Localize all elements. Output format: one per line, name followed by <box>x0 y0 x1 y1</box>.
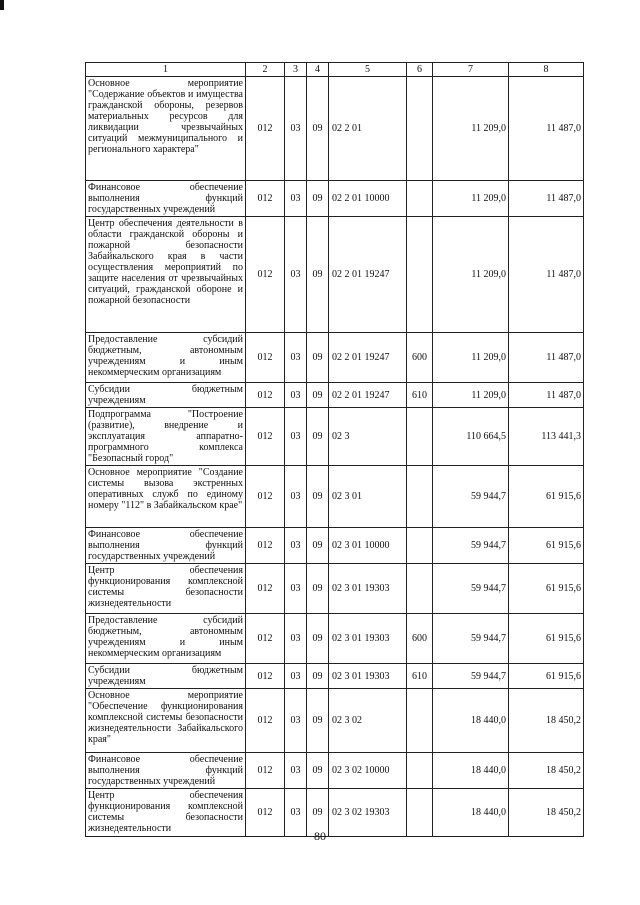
subsection-cell: 09 <box>307 466 329 528</box>
row-name-cell: Финансовое обеспечение выполнения функций государственных учреждений <box>86 753 246 789</box>
table-row <box>86 217 584 333</box>
subsection-cell: 09 <box>307 181 329 217</box>
section-cell: 03 <box>285 77 307 181</box>
target-article-cell: 02 3 01 19303 <box>329 664 407 689</box>
expense-type-cell: 600 <box>407 614 433 664</box>
expense-type-cell <box>407 77 433 181</box>
subsection-cell: 09 <box>307 564 329 614</box>
admin-code-cell: 012 <box>246 333 285 383</box>
section-cell: 03 <box>285 466 307 528</box>
amount-year1-cell: 18 440,0 <box>433 789 509 837</box>
target-article-cell: 02 2 01 <box>329 77 407 181</box>
admin-code-cell: 012 <box>246 77 285 181</box>
amount-year2-cell: 113 441,3 <box>509 408 584 466</box>
amount-year1-cell: 59 944,7 <box>433 664 509 689</box>
amount-year2-cell: 11 487,0 <box>509 333 584 383</box>
amount-year2-cell: 61 915,6 <box>509 614 584 664</box>
row-name-cell: Финансовое обеспечение выполнения функций государственных учреждений <box>86 528 246 564</box>
admin-code-cell: 012 <box>246 181 285 217</box>
expense-type-cell <box>407 408 433 466</box>
expense-type-cell <box>407 181 433 217</box>
table-row <box>86 383 584 408</box>
subsection-cell: 09 <box>307 333 329 383</box>
table-row <box>86 333 584 383</box>
amount-year1-cell: 59 944,7 <box>433 564 509 614</box>
header-row <box>86 63 584 77</box>
header-cell: 1 <box>86 63 246 77</box>
target-article-cell: 02 3 02 <box>329 689 407 753</box>
amount-year2-cell: 61 915,6 <box>509 466 584 528</box>
subsection-cell: 09 <box>307 408 329 466</box>
target-article-cell: 02 3 <box>329 408 407 466</box>
amount-year2-cell: 18 450,2 <box>509 753 584 789</box>
amount-year2-cell: 61 915,6 <box>509 564 584 614</box>
amount-year1-cell: 59 944,7 <box>433 528 509 564</box>
expense-type-cell <box>407 753 433 789</box>
admin-code-cell: 012 <box>246 408 285 466</box>
row-name-cell: Подпрограмма "Построение (развитие), внедрение и эксплуатация аппаратно-программного комплекса "Безопасный город" <box>86 408 246 466</box>
subsection-cell: 09 <box>307 77 329 181</box>
table-row <box>86 408 584 466</box>
amount-year2-cell: 11 487,0 <box>509 181 584 217</box>
page-number: 80 <box>314 829 326 843</box>
header-cell: 3 <box>285 63 307 77</box>
target-article-cell: 02 3 01 <box>329 466 407 528</box>
amount-year1-cell: 11 209,0 <box>433 77 509 181</box>
amount-year2-cell: 18 450,2 <box>509 789 584 837</box>
section-cell: 03 <box>285 383 307 408</box>
amount-year1-cell: 110 664,5 <box>433 408 509 466</box>
section-cell: 03 <box>285 789 307 837</box>
amount-year2-cell: 61 915,6 <box>509 528 584 564</box>
row-name-cell: Центр обеспечения функционирования комплексной системы безопасности жизнедеятельности <box>86 564 246 614</box>
amount-year2-cell: 11 487,0 <box>509 77 584 181</box>
amount-year2-cell: 11 487,0 <box>509 383 584 408</box>
expense-type-cell <box>407 528 433 564</box>
header-cell: 2 <box>246 63 285 77</box>
amount-year1-cell: 59 944,7 <box>433 466 509 528</box>
subsection-cell: 09 <box>307 689 329 753</box>
subsection-cell: 09 <box>307 614 329 664</box>
expense-type-cell: 600 <box>407 333 433 383</box>
subsection-cell: 09 <box>307 664 329 689</box>
admin-code-cell: 012 <box>246 383 285 408</box>
section-cell: 03 <box>285 564 307 614</box>
expense-type-cell: 610 <box>407 383 433 408</box>
section-cell: 03 <box>285 217 307 333</box>
admin-code-cell: 012 <box>246 528 285 564</box>
subsection-cell: 09 <box>307 383 329 408</box>
amount-year2-cell: 11 487,0 <box>509 217 584 333</box>
table-row <box>86 528 584 564</box>
table-row <box>86 466 584 528</box>
table-row <box>86 564 584 614</box>
amount-year1-cell: 11 209,0 <box>433 217 509 333</box>
amount-year1-cell: 59 944,7 <box>433 614 509 664</box>
section-cell: 03 <box>285 689 307 753</box>
row-name-cell: Основное мероприятие "Создание системы вызова экстренных оперативных служб по единому номеру "112" в Забайкальском крае" <box>86 466 246 528</box>
row-name-cell: Основное мероприятие "Содержание объектов и имущества гражданской обороны, резервов материальных ресурсов для ликвидации чрезвычайных ситуаций межмуниципального и регионального характера" <box>86 77 246 181</box>
table-row <box>86 664 584 689</box>
table-row <box>86 181 584 217</box>
subsection-cell: 09 <box>307 528 329 564</box>
row-name-cell: Основное мероприятие "Обеспечение функционирования комплексной системы безопасности жизнедеятельности Забайкальского края" <box>86 689 246 753</box>
section-cell: 03 <box>285 664 307 689</box>
amount-year2-cell: 18 450,2 <box>509 689 584 753</box>
expense-type-cell: 610 <box>407 664 433 689</box>
admin-code-cell: 012 <box>246 689 285 753</box>
budget-table <box>85 62 584 837</box>
target-article-cell: 02 3 01 19303 <box>329 614 407 664</box>
admin-code-cell: 012 <box>246 664 285 689</box>
header-cell: 7 <box>433 63 509 77</box>
admin-code-cell: 012 <box>246 564 285 614</box>
expense-type-cell <box>407 217 433 333</box>
row-name-cell: Предоставление субсидий бюджетным, автономным учреждениям и иным некоммерческим организациям <box>86 614 246 664</box>
admin-code-cell: 012 <box>246 614 285 664</box>
table-row <box>86 77 584 181</box>
amount-year1-cell: 11 209,0 <box>433 383 509 408</box>
header-cell: 6 <box>407 63 433 77</box>
row-name-cell: Финансовое обеспечение выполнения функций государственных учреждений <box>86 181 246 217</box>
target-article-cell: 02 3 02 19303 <box>329 789 407 837</box>
amount-year1-cell: 18 440,0 <box>433 753 509 789</box>
subsection-cell: 09 <box>307 753 329 789</box>
row-name-cell: Субсидии бюджетным учреждениям <box>86 664 246 689</box>
amount-year2-cell: 61 915,6 <box>509 664 584 689</box>
section-cell: 03 <box>285 181 307 217</box>
subsection-cell: 09 <box>307 789 329 837</box>
section-cell: 03 <box>285 408 307 466</box>
target-article-cell: 02 3 01 10000 <box>329 528 407 564</box>
section-cell: 03 <box>285 333 307 383</box>
admin-code-cell: 012 <box>246 217 285 333</box>
expense-type-cell <box>407 466 433 528</box>
target-article-cell: 02 3 01 19303 <box>329 564 407 614</box>
target-article-cell: 02 2 01 10000 <box>329 181 407 217</box>
admin-code-cell: 012 <box>246 753 285 789</box>
admin-code-cell: 012 <box>246 789 285 837</box>
amount-year1-cell: 11 209,0 <box>433 181 509 217</box>
row-name-cell: Предоставление субсидий бюджетным, автономным учреждениям и иным некоммерческим организациям <box>86 333 246 383</box>
target-article-cell: 02 2 01 19247 <box>329 383 407 408</box>
row-name-cell: Центр обеспечения деятельности в области гражданской обороны и пожарной безопасности Забайкальского края в части осуществления мероприятий по защите населения от чрезвычайных ситуаций, гражданской обороне и пожарной безопасности <box>86 217 246 333</box>
amount-year1-cell: 11 209,0 <box>433 333 509 383</box>
section-cell: 03 <box>285 528 307 564</box>
table-row <box>86 689 584 753</box>
target-article-cell: 02 2 01 19247 <box>329 333 407 383</box>
target-article-cell: 02 2 01 19247 <box>329 217 407 333</box>
section-cell: 03 <box>285 614 307 664</box>
row-name-cell: Субсидии бюджетным учреждениям <box>86 383 246 408</box>
header-cell: 4 <box>307 63 329 77</box>
table-row <box>86 753 584 789</box>
expense-type-cell <box>407 564 433 614</box>
table-row <box>86 614 584 664</box>
scan-corner-mark <box>0 0 4 10</box>
row-name-cell: Центр обеспечения функционирования комплексной системы безопасности жизнедеятельности <box>86 789 246 837</box>
header-cell: 5 <box>329 63 407 77</box>
amount-year1-cell: 18 440,0 <box>433 689 509 753</box>
section-cell: 03 <box>285 753 307 789</box>
admin-code-cell: 012 <box>246 466 285 528</box>
subsection-cell: 09 <box>307 217 329 333</box>
expense-type-cell <box>407 689 433 753</box>
header-cell: 8 <box>509 63 584 77</box>
target-article-cell: 02 3 02 10000 <box>329 753 407 789</box>
